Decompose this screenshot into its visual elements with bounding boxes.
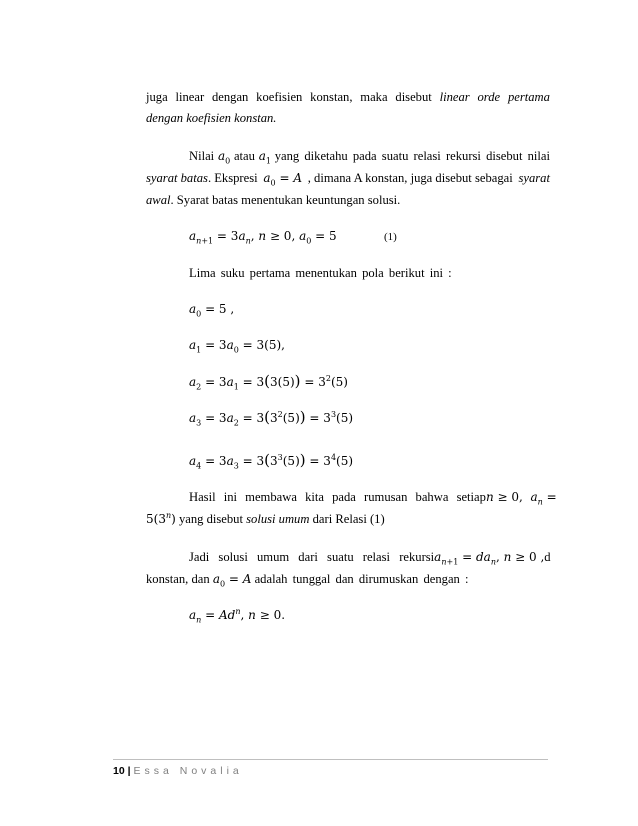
text: Hasil ini membawa kita pada rumusan bahwa setiap	[189, 490, 486, 504]
math-recurrence: $a_{n+1} = da_n$, n ≥ 0 ,	[434, 550, 545, 567]
term-a0: $a_0 = 5$ ,	[189, 302, 235, 319]
term-a1: $a_1 = 3a_0 = 3(5)$,	[189, 338, 285, 355]
text: atau	[233, 149, 255, 163]
page-footer	[113, 765, 243, 777]
para4-line2	[146, 572, 469, 589]
page-number: 10	[113, 765, 125, 777]
para3-line2	[146, 513, 385, 526]
word: pertama	[507, 90, 550, 104]
text: yang disebut	[178, 512, 243, 526]
word: juga	[146, 90, 168, 104]
final-formula: $a_n = Ad^n$, n ≥ 0.	[189, 607, 286, 625]
text: d	[544, 550, 551, 564]
word: konstan,	[310, 90, 353, 104]
equation-number: (1)	[384, 231, 397, 243]
text: Jadi solusi umum dari suatu relasi rekursi	[189, 550, 435, 564]
para3-line1	[189, 490, 557, 507]
math-a0-equals-A: $a_0 = A$	[212, 572, 252, 589]
word: koefisien	[256, 90, 303, 104]
math-general-solution: 5(3$^n$)	[146, 511, 176, 526]
footer-author: Essa Novalia	[133, 765, 243, 777]
italic-text: awal	[146, 193, 171, 207]
math-a0-equals-A: $a_0 = A$	[263, 171, 302, 188]
text: . Ekspresi	[207, 171, 258, 185]
para1-line1	[146, 91, 550, 104]
math-a1: $a_1$	[258, 149, 271, 166]
text: Nilai	[189, 149, 215, 163]
intro-text: Lima suku pertama menentukan pola berikut ini :	[189, 266, 452, 280]
italic-text: dengan koefisien konstan.	[146, 111, 277, 125]
word: dengan	[211, 90, 249, 104]
text: . Syarat batas menentukan keuntungan solusi.	[170, 193, 401, 207]
text: konstan, dan	[146, 572, 210, 586]
para2-line3	[146, 194, 400, 207]
text: , dimana A konstan, juga disebut sebagai	[307, 171, 513, 185]
footer-divider	[113, 759, 548, 760]
term-a3: $a_3 = 3a_2 = 3(3^2(5)) = 3^3(5)$	[189, 408, 354, 428]
word: linear	[175, 90, 205, 104]
text: dari Relasi (1)	[312, 512, 385, 526]
italic-text: syarat batas	[146, 171, 208, 185]
term-a2: $a_2 = 3a_1 = 3(3(5)) = 3^2(5)$	[189, 372, 348, 392]
italic-text: solusi umum	[246, 512, 310, 526]
math-n-geq-0: n ≥ 0, $a_n$ =	[485, 490, 557, 507]
word: linear	[439, 90, 470, 104]
para2-line1	[189, 149, 550, 166]
text: yang diketahu pada suatu relasi rekursi disebut nilai	[274, 149, 550, 163]
word: maka	[360, 90, 388, 104]
para1-line2	[146, 112, 276, 125]
text: adalah tunggal dan dirumuskan dengan :	[254, 572, 469, 586]
math-a0: $a_0$	[217, 149, 231, 166]
term-a4: $a_4 = 3a_3 = 3(3^3(5)) = 3^4(5)$	[189, 451, 354, 471]
para2-line2	[146, 171, 550, 188]
equation-1: $a_{n+1} = 3a_n$, n ≥ 0, $a_0 = 5$	[189, 229, 337, 246]
footer-separator: |	[127, 765, 131, 777]
para4-line1	[189, 550, 551, 567]
italic-text: syarat	[518, 171, 550, 185]
word: orde	[477, 90, 501, 104]
word: disebut	[395, 90, 432, 104]
